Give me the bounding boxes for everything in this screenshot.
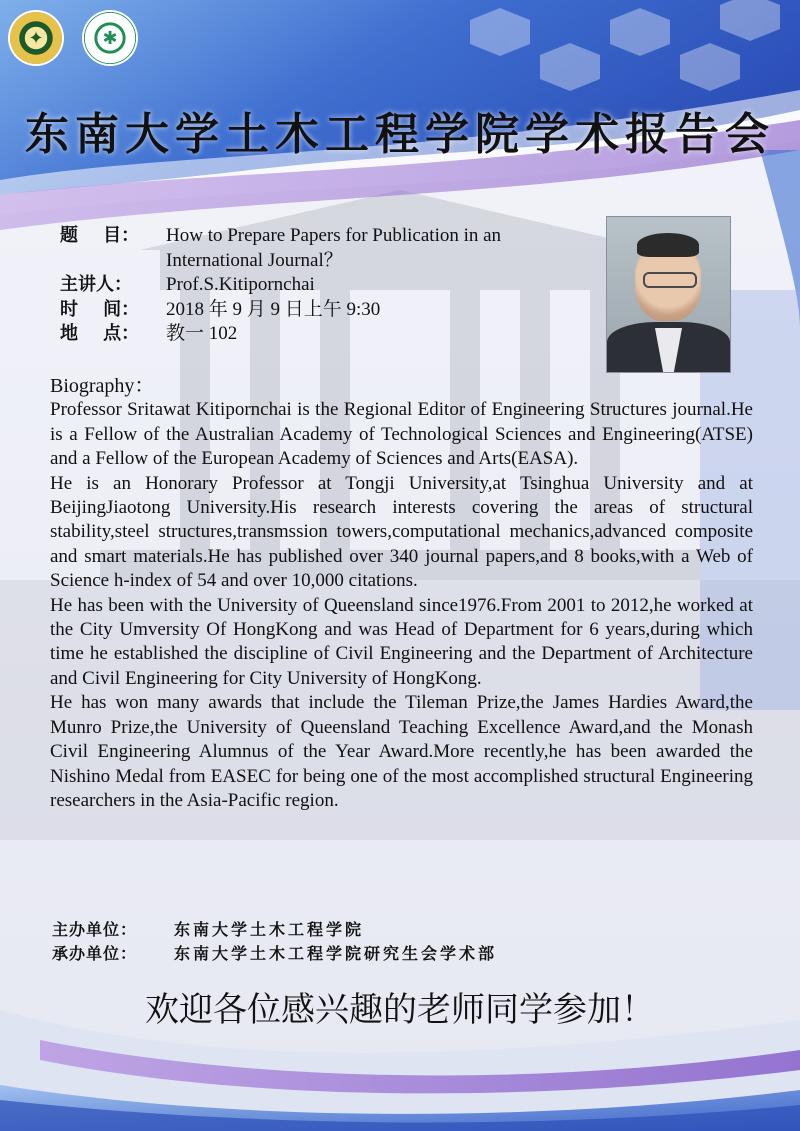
biography-paragraph: He is an Honorary Professor at Tongji University,at Tsinghua University and at BeijingJiaotong University.His research interests covering the areas of structural stability,steel structures,transmssion towers,computational mechanics,advanced composite and smart materials.He has published over 340 journal papers,and 8 books,with a Web of Science h-index of 54 and over 10,000 citations. <box>50 472 753 592</box>
talk-info <box>60 224 600 347</box>
page-title: 东南大学土木工程学院学术报告会 <box>25 109 775 160</box>
info-label: 地 点： <box>60 323 140 344</box>
info-label: 时 间： <box>60 298 140 320</box>
info-value: Prof.S.Kitipornchai <box>166 274 315 295</box>
organizer-host <box>52 918 497 942</box>
info-label: 题 目： <box>60 225 140 246</box>
info-row-speaker <box>60 273 600 298</box>
organizers <box>52 918 497 966</box>
info-value: How to Prepare Papers for Publication in an International Journal？ <box>166 225 502 271</box>
organizer-undertaker <box>52 942 497 966</box>
biography-paragraph: He has won many awards that include the Tileman Prize,the James Hardies Award,the Munro Prize,the University of Queensland Teaching Excellence Award,and the Monash Civil Engineering Alumnus of the Year Award.More recently,he has been awarded the Nishino Medal from EASEC for being one of the most accomplished structural Engineering researchers in the Asia-Pacific region. <box>50 692 753 811</box>
biography-heading: Biography： <box>50 375 155 397</box>
organizer-value: 东南大学土木工程学院研究生会学术部 <box>174 944 498 963</box>
info-row-time <box>60 298 600 323</box>
biography-paragraph: He has been with the University of Queensland since1976.From 2001 to 2012,he worked at the City Umversity Of HongKong and was Head of Department for 6 years,during which time he established the discipline of Civil Engineering and the Department of Architecture and Civil Engineering for City University of HongKong. <box>50 594 753 689</box>
info-value: 2018 年 9 月 9 日上午 9:30 <box>166 298 381 320</box>
info-value: 教一 102 <box>166 323 238 344</box>
welcome-message: 欢迎各位感兴趣的老师同学参加！ <box>145 990 655 1030</box>
university-logo: ✦ <box>10 12 62 64</box>
organizer-label: 承办单位： <box>52 944 138 963</box>
biography <box>50 374 753 813</box>
speaker-photo <box>606 216 731 373</box>
info-row-location <box>60 322 600 347</box>
school-logo: ✱ <box>84 12 136 64</box>
info-label: 主讲人： <box>60 274 132 295</box>
info-row-topic <box>60 224 600 273</box>
organizer-value: 东南大学土木工程学院 <box>174 920 365 939</box>
biography-paragraph: Professor Sritawat Kitipornchai is the Regional Editor of Engineering Structures journal.He is a Fellow of the Australian Academy of Technological Sciences and Engineering(ATSE) and a Fellow of the European Academy of Sciences and Arts(EASA). <box>50 399 753 470</box>
organizer-label: 主办单位： <box>52 920 138 939</box>
